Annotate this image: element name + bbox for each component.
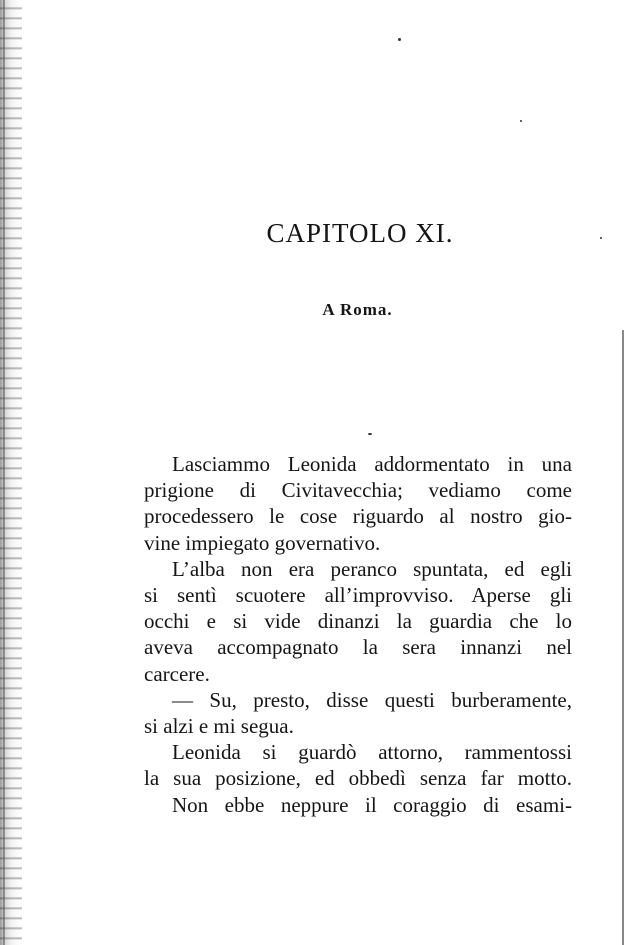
chapter-title: CAPITOLO XI. xyxy=(266,218,454,248)
section-title: A Roma. xyxy=(322,300,393,319)
text-line: vine impiegato governativo. xyxy=(144,530,381,555)
text-line: aveva accompagnato la sera innanzi nel xyxy=(144,635,572,660)
text-line: Lasciammo Leonida addormentato in una xyxy=(172,452,572,476)
ink-speck xyxy=(368,433,372,435)
text-line: prigione di Civitavecchia; vediamo come xyxy=(144,478,572,503)
text-line: si alzi e mi segua. xyxy=(144,714,294,739)
binding-shadow-line xyxy=(3,0,5,945)
text-line: la sua posizione, ed obbedì senza far motto. xyxy=(144,766,572,791)
text-line: Non ebbe neppure il coraggio di esami- xyxy=(172,792,572,817)
text-line: carcere. xyxy=(144,661,210,686)
text-line: occhi e si vide dinanzi la guardia che lo xyxy=(144,609,572,634)
text-line: procedessero le cose riguardo al nostro gio- xyxy=(144,504,572,529)
ink-speck xyxy=(398,38,401,41)
body-text xyxy=(144,451,572,818)
text-line: Leonida si guardò attorno, rammentossi xyxy=(172,740,572,765)
text-line: L’alba non era peranco spuntata, ed egli xyxy=(172,556,572,581)
text-line: si sentì scuotere all’improvviso. Aperse gli xyxy=(144,583,572,608)
ink-speck xyxy=(520,120,522,122)
text-line: — Su, presto, disse questi burberamente, xyxy=(172,687,572,712)
